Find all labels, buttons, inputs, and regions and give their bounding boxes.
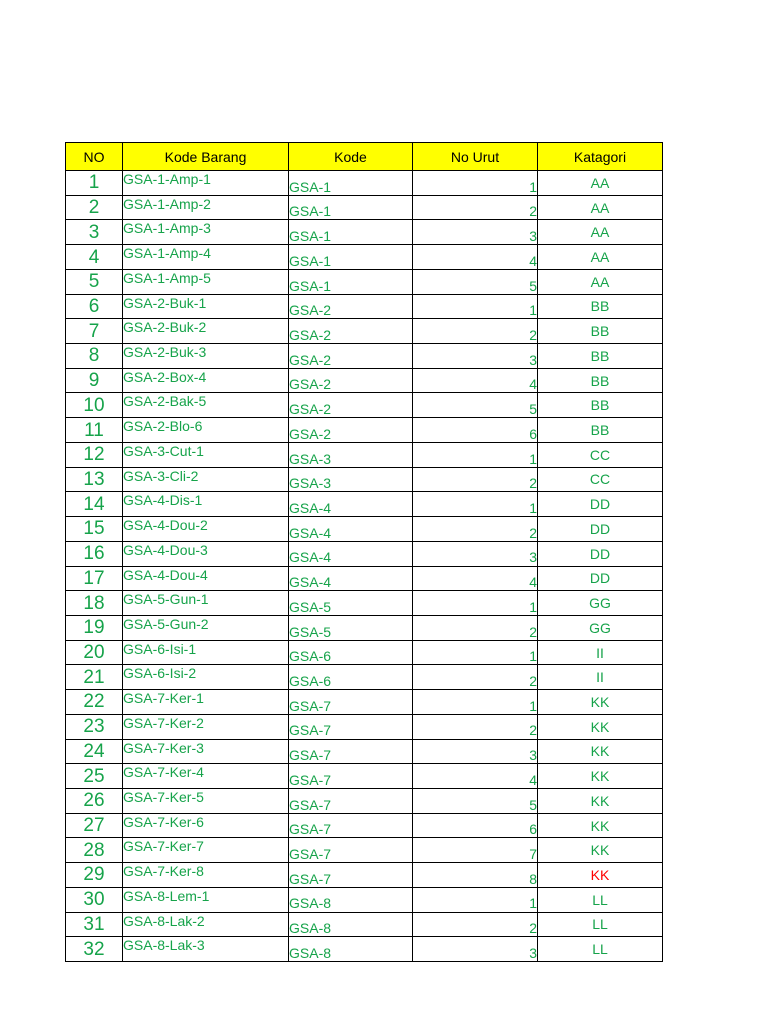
cell-no-urut[interactable]: 4 <box>413 368 538 393</box>
table-row <box>66 838 663 863</box>
cell-no-urut[interactable]: 8 <box>413 863 538 888</box>
cell-katagori[interactable]: BB <box>538 393 663 418</box>
table-row <box>66 863 663 888</box>
cell-no[interactable]: 15 <box>66 517 123 542</box>
cell-kode[interactable]: GSA-4 <box>289 517 413 542</box>
cell-no-urut[interactable]: 3 <box>413 541 538 566</box>
cell-kode[interactable]: GSA-7 <box>289 714 413 739</box>
cell-no-urut[interactable]: 2 <box>413 517 538 542</box>
cell-no[interactable]: 3 <box>66 220 123 245</box>
cell-no-urut[interactable]: 2 <box>413 665 538 690</box>
cell-no[interactable]: 28 <box>66 838 123 863</box>
cell-kode[interactable]: GSA-2 <box>289 294 413 319</box>
cell-no[interactable]: 27 <box>66 813 123 838</box>
cell-kode[interactable]: GSA-4 <box>289 541 413 566</box>
cell-no-urut[interactable]: 1 <box>413 294 538 319</box>
cell-no[interactable]: 12 <box>66 442 123 467</box>
cell-no-urut[interactable]: 2 <box>413 195 538 220</box>
cell-no-urut[interactable]: 6 <box>413 418 538 443</box>
cell-kode-barang[interactable]: GSA-3-Cli-2 <box>123 467 289 492</box>
cell-katagori[interactable]: KK <box>538 813 663 838</box>
cell-kode-barang[interactable]: GSA-8-Lak-2 <box>123 912 289 937</box>
cell-kode[interactable]: GSA-4 <box>289 492 413 517</box>
cell-katagori[interactable]: AA <box>538 195 663 220</box>
cell-no[interactable]: 22 <box>66 690 123 715</box>
table-row <box>66 591 663 616</box>
cell-no[interactable]: 4 <box>66 245 123 270</box>
cell-no-urut[interactable]: 2 <box>413 912 538 937</box>
cell-no[interactable]: 10 <box>66 393 123 418</box>
header-no-urut[interactable]: No Urut <box>413 143 538 171</box>
table-row <box>66 788 663 813</box>
table-row <box>66 937 663 962</box>
cell-no-urut[interactable]: 3 <box>413 220 538 245</box>
cell-kode-barang[interactable]: GSA-7-Ker-7 <box>123 838 289 863</box>
cell-no[interactable]: 21 <box>66 665 123 690</box>
table-row <box>66 887 663 912</box>
cell-katagori[interactable]: GG <box>538 591 663 616</box>
cell-no-urut[interactable]: 2 <box>413 319 538 344</box>
cell-no-urut[interactable]: 5 <box>413 269 538 294</box>
cell-no-urut[interactable]: 3 <box>413 937 538 962</box>
cell-no[interactable]: 32 <box>66 937 123 962</box>
cell-kode-barang[interactable]: GSA-2-Blo-6 <box>123 418 289 443</box>
cell-no-urut[interactable]: 1 <box>413 492 538 517</box>
cell-kode[interactable]: GSA-4 <box>289 566 413 591</box>
cell-no-urut[interactable]: 3 <box>413 739 538 764</box>
cell-no-urut[interactable]: 1 <box>413 690 538 715</box>
cell-katagori[interactable]: KK <box>538 690 663 715</box>
cell-no[interactable]: 17 <box>66 566 123 591</box>
cell-no[interactable]: 16 <box>66 541 123 566</box>
table-row <box>66 517 663 542</box>
cell-kode[interactable]: GSA-7 <box>289 838 413 863</box>
cell-no-urut[interactable]: 4 <box>413 245 538 270</box>
cell-katagori[interactable]: LL <box>538 912 663 937</box>
cell-no-urut[interactable]: 5 <box>413 788 538 813</box>
table-row <box>66 442 663 467</box>
table-row <box>66 492 663 517</box>
cell-katagori[interactable]: BB <box>538 418 663 443</box>
cell-no-urut[interactable]: 2 <box>413 615 538 640</box>
cell-katagori[interactable]: DD <box>538 566 663 591</box>
cell-kode[interactable]: GSA-1 <box>289 195 413 220</box>
cell-kode[interactable]: GSA-1 <box>289 245 413 270</box>
header-row <box>66 143 663 171</box>
table-header <box>66 143 663 171</box>
cell-no-urut[interactable]: 3 <box>413 344 538 369</box>
cell-katagori[interactable]: AA <box>538 220 663 245</box>
cell-no[interactable]: 5 <box>66 269 123 294</box>
cell-no-urut[interactable]: 1 <box>413 171 538 196</box>
cell-katagori[interactable]: KK <box>538 863 663 888</box>
table-row <box>66 245 663 270</box>
cell-kode-barang[interactable]: GSA-7-Ker-4 <box>123 764 289 789</box>
cell-no[interactable]: 11 <box>66 418 123 443</box>
cell-no[interactable]: 31 <box>66 912 123 937</box>
cell-kode-barang[interactable]: GSA-6-Isi-1 <box>123 640 289 665</box>
cell-katagori[interactable]: BB <box>538 294 663 319</box>
cell-kode[interactable]: GSA-8 <box>289 887 413 912</box>
cell-no-urut[interactable]: 6 <box>413 813 538 838</box>
cell-no[interactable]: 19 <box>66 615 123 640</box>
cell-kode[interactable]: GSA-7 <box>289 863 413 888</box>
inventory-table <box>65 142 663 962</box>
cell-no[interactable]: 20 <box>66 640 123 665</box>
cell-kode-barang[interactable]: GSA-7-Ker-3 <box>123 739 289 764</box>
table-row <box>66 714 663 739</box>
cell-katagori[interactable]: DD <box>538 492 663 517</box>
cell-katagori[interactable]: LL <box>538 937 663 962</box>
table-row <box>66 319 663 344</box>
cell-kode-barang[interactable]: GSA-8-Lem-1 <box>123 887 289 912</box>
cell-kode-barang[interactable]: GSA-2-Buk-1 <box>123 294 289 319</box>
cell-kode[interactable]: GSA-3 <box>289 442 413 467</box>
cell-kode-barang[interactable]: GSA-1-Amp-3 <box>123 220 289 245</box>
cell-no[interactable]: 7 <box>66 319 123 344</box>
cell-kode-barang[interactable]: GSA-4-Dis-1 <box>123 492 289 517</box>
table-row <box>66 566 663 591</box>
cell-no-urut[interactable]: 7 <box>413 838 538 863</box>
cell-kode-barang[interactable]: GSA-1-Amp-4 <box>123 245 289 270</box>
cell-kode-barang[interactable]: GSA-1-Amp-1 <box>123 171 289 196</box>
cell-no-urut[interactable]: 2 <box>413 467 538 492</box>
table-row <box>66 615 663 640</box>
cell-kode-barang[interactable]: GSA-5-Gun-2 <box>123 615 289 640</box>
cell-kode[interactable]: GSA-2 <box>289 418 413 443</box>
cell-kode-barang[interactable]: GSA-2-Buk-3 <box>123 344 289 369</box>
table-row <box>66 640 663 665</box>
table-body <box>66 171 663 962</box>
cell-katagori[interactable]: KK <box>538 838 663 863</box>
cell-kode-barang[interactable]: GSA-7-Ker-8 <box>123 863 289 888</box>
cell-no-urut[interactable]: 1 <box>413 887 538 912</box>
cell-kode[interactable]: GSA-6 <box>289 665 413 690</box>
cell-kode[interactable]: GSA-1 <box>289 220 413 245</box>
cell-katagori[interactable]: AA <box>538 245 663 270</box>
table-row <box>66 467 663 492</box>
cell-kode[interactable]: GSA-8 <box>289 912 413 937</box>
table-row <box>66 269 663 294</box>
cell-kode[interactable]: GSA-6 <box>289 640 413 665</box>
cell-no[interactable]: 1 <box>66 171 123 196</box>
cell-no-urut[interactable]: 1 <box>413 442 538 467</box>
cell-kode[interactable]: GSA-7 <box>289 764 413 789</box>
table-row <box>66 665 663 690</box>
cell-no[interactable]: 2 <box>66 195 123 220</box>
cell-no-urut[interactable]: 4 <box>413 764 538 789</box>
header-kode-barang[interactable]: Kode Barang <box>123 143 289 171</box>
cell-katagori[interactable]: II <box>538 665 663 690</box>
header-katagori[interactable]: Katagori <box>538 143 663 171</box>
cell-katagori[interactable]: DD <box>538 517 663 542</box>
cell-no[interactable]: 23 <box>66 714 123 739</box>
cell-kode[interactable]: GSA-7 <box>289 690 413 715</box>
header-no[interactable]: NO <box>66 143 123 171</box>
cell-no[interactable]: 14 <box>66 492 123 517</box>
table-row <box>66 368 663 393</box>
table-row <box>66 813 663 838</box>
cell-katagori[interactable]: AA <box>538 269 663 294</box>
header-kode[interactable]: Kode <box>289 143 413 171</box>
cell-kode-barang[interactable]: GSA-5-Gun-1 <box>123 591 289 616</box>
cell-katagori[interactable]: CC <box>538 442 663 467</box>
cell-kode-barang[interactable]: GSA-1-Amp-2 <box>123 195 289 220</box>
cell-no[interactable]: 6 <box>66 294 123 319</box>
table-row <box>66 541 663 566</box>
table-row <box>66 690 663 715</box>
cell-kode[interactable]: GSA-3 <box>289 467 413 492</box>
cell-kode-barang[interactable]: GSA-2-Box-4 <box>123 368 289 393</box>
cell-katagori[interactable]: BB <box>538 344 663 369</box>
cell-katagori[interactable]: BB <box>538 319 663 344</box>
cell-kode-barang[interactable]: GSA-4-Dou-4 <box>123 566 289 591</box>
cell-katagori[interactable]: LL <box>538 887 663 912</box>
cell-no[interactable]: 13 <box>66 467 123 492</box>
cell-kode-barang[interactable]: GSA-7-Ker-1 <box>123 690 289 715</box>
cell-katagori[interactable]: KK <box>538 739 663 764</box>
cell-kode-barang[interactable]: GSA-4-Dou-2 <box>123 517 289 542</box>
cell-katagori[interactable]: KK <box>538 714 663 739</box>
cell-kode[interactable]: GSA-2 <box>289 344 413 369</box>
cell-kode-barang[interactable]: GSA-7-Ker-5 <box>123 788 289 813</box>
cell-kode[interactable]: GSA-5 <box>289 591 413 616</box>
cell-kode-barang[interactable]: GSA-3-Cut-1 <box>123 442 289 467</box>
cell-kode-barang[interactable]: GSA-6-Isi-2 <box>123 665 289 690</box>
cell-kode[interactable]: GSA-5 <box>289 615 413 640</box>
cell-kode-barang[interactable]: GSA-7-Ker-6 <box>123 813 289 838</box>
cell-kode[interactable]: GSA-7 <box>289 788 413 813</box>
cell-katagori[interactable]: KK <box>538 764 663 789</box>
cell-no[interactable]: 18 <box>66 591 123 616</box>
cell-no[interactable]: 25 <box>66 764 123 789</box>
table-row <box>66 418 663 443</box>
cell-kode[interactable]: GSA-2 <box>289 393 413 418</box>
cell-kode-barang[interactable]: GSA-2-Bak-5 <box>123 393 289 418</box>
table-row <box>66 912 663 937</box>
cell-kode-barang[interactable]: GSA-4-Dou-3 <box>123 541 289 566</box>
cell-no-urut[interactable]: 2 <box>413 714 538 739</box>
table-row <box>66 220 663 245</box>
cell-no[interactable]: 26 <box>66 788 123 813</box>
cell-katagori[interactable]: AA <box>538 171 663 196</box>
cell-katagori[interactable]: KK <box>538 788 663 813</box>
cell-kode[interactable]: GSA-7 <box>289 739 413 764</box>
table-row <box>66 393 663 418</box>
cell-no[interactable]: 8 <box>66 344 123 369</box>
table-row <box>66 195 663 220</box>
cell-kode[interactable]: GSA-1 <box>289 171 413 196</box>
cell-kode[interactable]: GSA-2 <box>289 368 413 393</box>
cell-kode-barang[interactable]: GSA-8-Lak-3 <box>123 937 289 962</box>
cell-kode-barang[interactable]: GSA-2-Buk-2 <box>123 319 289 344</box>
cell-katagori[interactable]: CC <box>538 467 663 492</box>
cell-kode[interactable]: GSA-1 <box>289 269 413 294</box>
cell-kode[interactable]: GSA-8 <box>289 937 413 962</box>
table-row <box>66 764 663 789</box>
cell-katagori[interactable]: BB <box>538 368 663 393</box>
cell-kode[interactable]: GSA-2 <box>289 319 413 344</box>
cell-no[interactable]: 24 <box>66 739 123 764</box>
cell-no[interactable]: 30 <box>66 887 123 912</box>
cell-kode[interactable]: GSA-7 <box>289 813 413 838</box>
cell-katagori[interactable]: II <box>538 640 663 665</box>
cell-no[interactable]: 9 <box>66 368 123 393</box>
table-row <box>66 739 663 764</box>
cell-kode-barang[interactable]: GSA-1-Amp-5 <box>123 269 289 294</box>
cell-katagori[interactable]: DD <box>538 541 663 566</box>
table-row <box>66 294 663 319</box>
cell-no-urut[interactable]: 1 <box>413 640 538 665</box>
cell-kode-barang[interactable]: GSA-7-Ker-2 <box>123 714 289 739</box>
table-row <box>66 171 663 196</box>
cell-no-urut[interactable]: 1 <box>413 591 538 616</box>
cell-no-urut[interactable]: 5 <box>413 393 538 418</box>
cell-no-urut[interactable]: 4 <box>413 566 538 591</box>
cell-katagori[interactable]: GG <box>538 615 663 640</box>
cell-no[interactable]: 29 <box>66 863 123 888</box>
table-row <box>66 344 663 369</box>
